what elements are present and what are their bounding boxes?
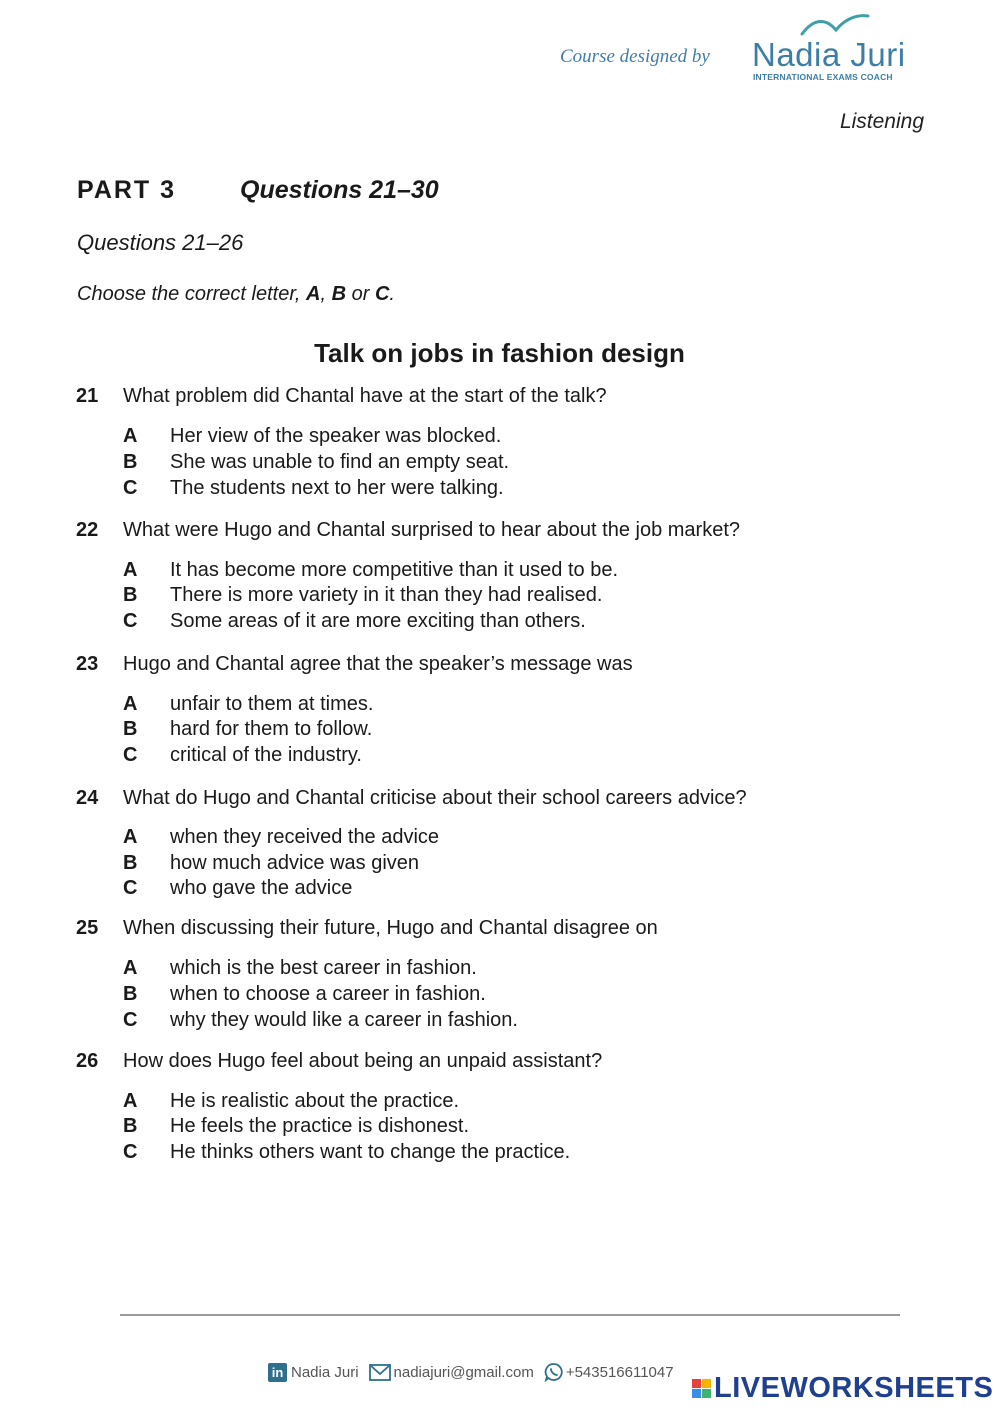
option-text: The students next to her were talking. — [170, 477, 504, 499]
seagull-icon — [800, 12, 870, 38]
option-letter: C — [123, 1141, 138, 1163]
liveworksheets-logo-icon — [692, 1379, 711, 1398]
option-text: who gave the advice — [170, 877, 353, 899]
option-text: critical of the industry. — [170, 744, 362, 766]
instruction: Choose the correct letter, A, B or C. — [77, 283, 395, 305]
question-text: What were Hugo and Chantal surprised to hear about the job market? — [123, 519, 741, 541]
option-text: It has become more competitive than it used to be. — [170, 559, 619, 581]
whatsapp-icon — [544, 1362, 564, 1382]
question-text: What problem did Chantal have at the start of the talk? — [123, 385, 607, 407]
option-text: He feels the practice is dishonest. — [170, 1115, 470, 1137]
option-letter: B — [123, 983, 138, 1005]
email-address[interactable]: nadiajuri@gmail.com — [393, 1363, 534, 1381]
brand-name: LIVEWORKSHEETS — [714, 1372, 994, 1404]
question-text: How does Hugo feel about being an unpaid assistant? — [123, 1050, 603, 1072]
question-number: 26 — [76, 1050, 99, 1072]
footer-contact — [268, 1360, 674, 1384]
option-letter: B — [123, 451, 138, 473]
option-letter: A — [123, 1090, 138, 1112]
linkedin-icon: in — [268, 1363, 287, 1382]
option-text: Her view of the speaker was blocked. — [170, 425, 502, 447]
logo-subtitle: INTERNATIONAL EXAMS COACH — [753, 72, 893, 82]
nadia-juri-logo — [752, 12, 912, 82]
question-number: 21 — [76, 385, 99, 407]
question-number: 25 — [76, 917, 99, 939]
option-text: hard for them to follow. — [170, 718, 373, 740]
linkedin-name[interactable]: Nadia Juri — [291, 1363, 359, 1381]
question-number: 22 — [76, 519, 99, 541]
option-text: He is realistic about the practice. — [170, 1090, 460, 1112]
logo-name: Nadia Juri — [752, 36, 906, 73]
option-letter: A — [123, 559, 138, 581]
option-text: which is the best career in fashion. — [170, 957, 477, 979]
option-letter: B — [123, 852, 138, 874]
course-credit: Course designed by — [560, 46, 710, 67]
option-letter: C — [123, 744, 138, 766]
option-text: when to choose a career in fashion. — [170, 983, 486, 1005]
section-label: Listening — [839, 110, 924, 133]
talk-title: Talk on jobs in fashion design — [314, 338, 685, 368]
email-icon — [369, 1364, 391, 1381]
phone-number[interactable]: +543516611047 — [565, 1363, 674, 1381]
subsection-range: Questions 21–26 — [77, 230, 244, 255]
option-letter: C — [123, 1009, 138, 1031]
option-text: She was unable to find an empty seat. — [170, 451, 510, 473]
option-letter: B — [123, 1115, 138, 1137]
option-text: when they received the advice — [170, 826, 440, 848]
option-text: He thinks others want to change the practice. — [170, 1141, 571, 1163]
option-text: unfair to them at times. — [170, 693, 374, 715]
question-text: When discussing their future, Hugo and Chantal disagree on — [123, 917, 658, 939]
part-label: PART 3 — [77, 176, 177, 204]
question-number: 23 — [76, 653, 99, 675]
option-letter: B — [123, 718, 138, 740]
option-letter: C — [123, 477, 138, 499]
option-letter: A — [123, 425, 138, 447]
option-text: why they would like a career in fashion. — [170, 1009, 518, 1031]
option-letter: A — [123, 693, 138, 715]
option-letter: A — [123, 957, 138, 979]
question-text: What do Hugo and Chantal criticise about their school careers advice? — [123, 787, 747, 809]
liveworksheets-brand[interactable] — [692, 1372, 993, 1405]
question-number: 24 — [76, 787, 99, 809]
option-letter: C — [123, 610, 138, 632]
option-text: Some areas of it are more exciting than others. — [170, 610, 586, 632]
option-letter: B — [123, 584, 138, 606]
option-letter: C — [123, 877, 138, 899]
part-question-range: Questions 21–30 — [240, 176, 439, 204]
footer-divider — [120, 1314, 900, 1316]
option-letter: A — [123, 826, 138, 848]
option-text: There is more variety in it than they had realised. — [170, 584, 603, 606]
option-text: how much advice was given — [170, 852, 420, 874]
question-text: Hugo and Chantal agree that the speaker’s message was — [123, 653, 633, 675]
